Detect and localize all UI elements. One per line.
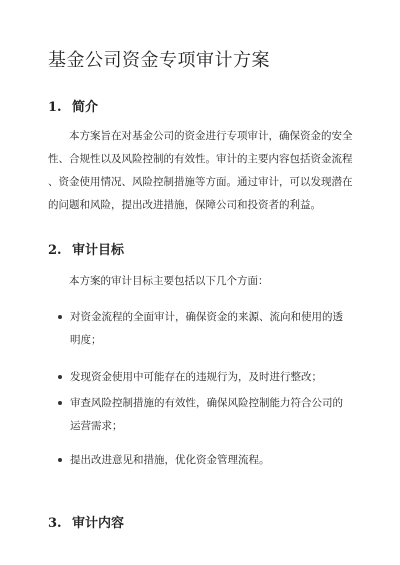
section-heading-introduction <box>48 96 98 115</box>
section-heading-audit-objectives <box>48 239 124 258</box>
bullet-icon <box>58 315 62 319</box>
bullet-icon <box>58 401 62 405</box>
list-item-line: 运营需求； <box>70 420 123 432</box>
list-item-line: 提出改进意见和措施，优化资金管理流程。 <box>70 454 270 466</box>
list-item-line: 对资金流程的全面审计，确保资金的来源、流向和使用的透 <box>70 311 343 323</box>
paragraph-line: 本方案旨在对基金公司的资金进行专项审计，确保资金的安全 <box>69 130 353 142</box>
paragraph-line: 、资金使用情况、风险控制措施等方面。通过审计，可以发现潜在 <box>48 176 353 188</box>
list-item <box>58 366 368 389</box>
section-title: 审计内容 <box>72 516 125 531</box>
section-title: 审计目标 <box>72 243 125 258</box>
document-title: 基金公司资金专项审计方案 <box>48 50 270 71</box>
list-item-line: 发现资金使用中可能存在的违规行为，及时进行整改； <box>70 371 322 383</box>
list-item-line: 明度； <box>70 334 102 346</box>
section-number: 2. <box>48 243 62 258</box>
bullet-icon <box>58 375 62 379</box>
list-item-line: 审查风险控制措施的有效性，确保风险控制能力符合公司的 <box>70 397 343 409</box>
bullet-icon <box>58 458 62 462</box>
objectives-intro <box>48 270 366 293</box>
section-number: 3. <box>48 516 62 531</box>
paragraph-line: 本方案的审计目标主要包括以下几个方面： <box>69 275 269 287</box>
introduction-paragraph <box>48 125 366 217</box>
paragraph-line: 性、合规性以及风险控制的有效性。审计的主要内容包括资金流程 <box>48 153 353 165</box>
section-number: 1. <box>48 100 62 115</box>
section-title: 简介 <box>72 100 99 115</box>
list-item <box>58 449 368 472</box>
section-heading-audit-content <box>48 512 124 531</box>
list-item <box>58 392 368 438</box>
list-item <box>58 306 368 352</box>
paragraph-line: 的问题和风险，提出改进措施，保障公司和投资者的利益。 <box>48 199 321 211</box>
